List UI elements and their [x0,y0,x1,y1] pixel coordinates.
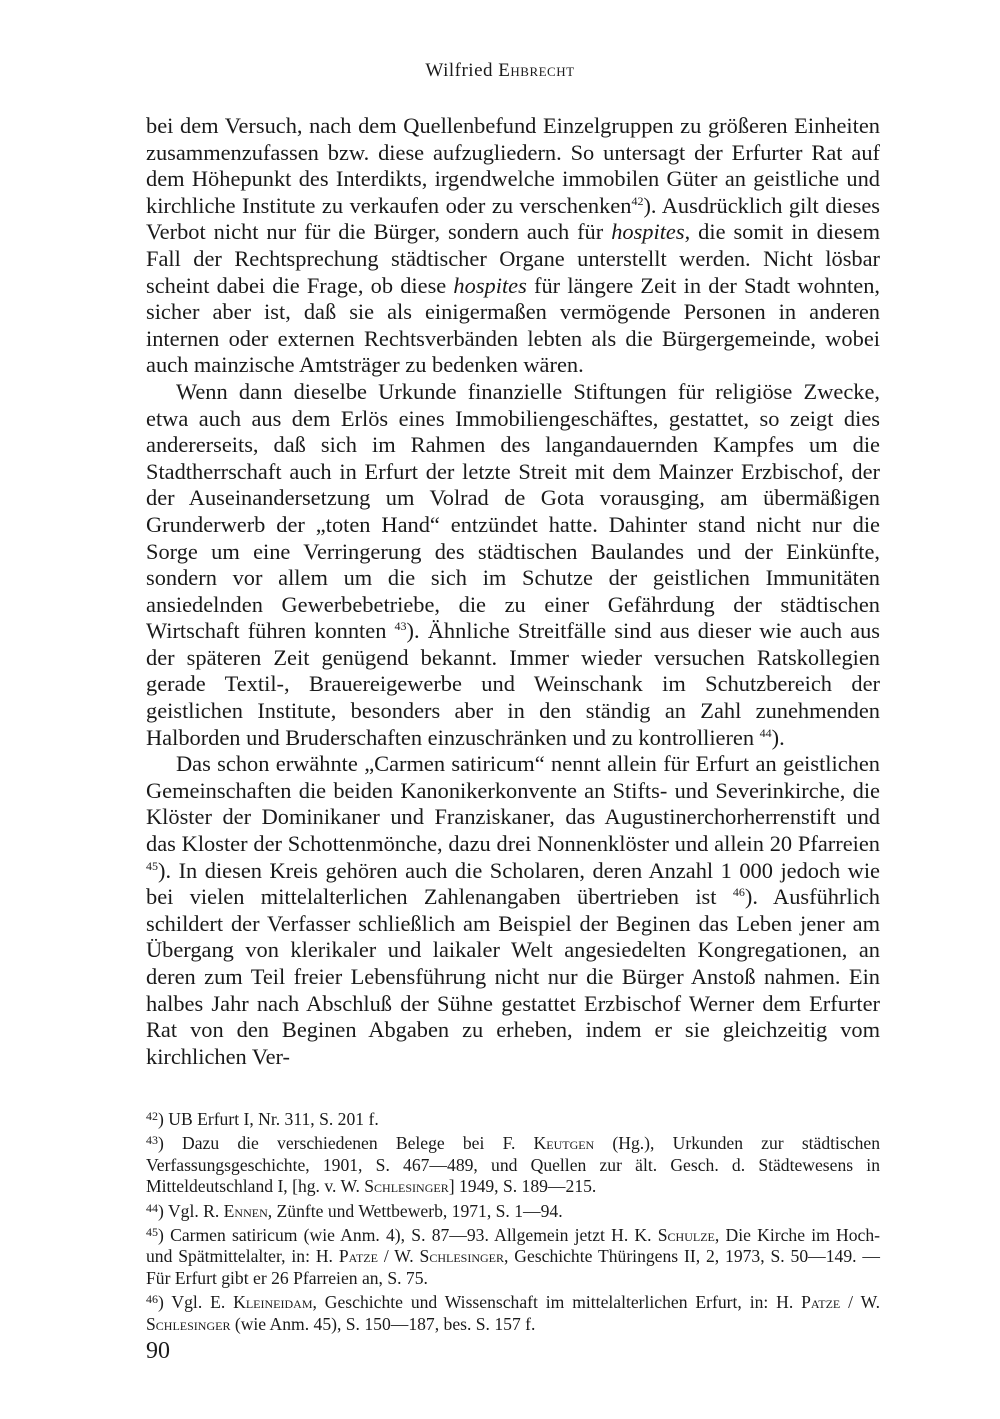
footnote-46-text-a: ) Vgl. E. [158,1292,234,1313]
footnote-42 [146,1106,880,1130]
header-author-last: Ehbrecht [498,60,575,81]
paragraph-1-text-a: bei dem Versuch, nach dem Quellenbefund Einzelgruppen zu größeren Einheiten zusammenzufassen bzw. diese aufzugliedern. So untersagt der Erfurter Rat auf dem Höhepunkt des Interdikts, irgendwelche immobilen Güter an geistliche und kirchliche Institute zu verkaufen oder zu verschenken [146,113,880,218]
paragraph-2-text-b: ). Ähnliche Streitfälle sind aus dieser wie auch aus der späteren Zeit genügend bekannt. Immer wieder versuchen Ratskollegien gerade Textil-, Brauereigewerbe und Weinschank im Schutzbereich der geistlichen Institute, besonders aber in den ständig an Zahl zunehmenden Halborden und Bruderschaften einzuschränken und zu kontrollieren [146,618,880,750]
footnote-45-text-d: , Geschichte Thüringens II, 2, 1973, S. 50—149. — Für Erfurt gibt er 26 Pfarreien an, S. 75. [146,1246,881,1288]
paragraph-2-text-c: ). [771,724,785,750]
footnote-45-author-patze: Patze [338,1246,378,1267]
footnote-ref-45[interactable]: 45 [146,858,158,873]
paragraph-1-italic-hospites-1: hospites [611,219,685,245]
footnote-43-text-b: (Hg.), Urkunden zur städtischen Verfassungsgeschichte, 1901, S. 467—489, und Quellen zur ält. Gesch. d. Städtewesens in Mitteldeutschland I, [hg. v. W. [146,1133,881,1197]
footnote-46-number: 46 [146,1292,158,1307]
footnotes [146,1106,880,1335]
footnote-46-text-b: , Geschichte und Wissenschaft im mittelalterlichen Erfurt, in: H. [312,1292,802,1313]
paragraph-1-text-c: , die somit in diesem Fall der Rechtsprechung städtischer Organe unterstellt werden. Nicht lösbar scheint dabei die Frage, ob diese [146,219,881,298]
footnote-46 [146,1289,880,1335]
paragraph-1-text-d: für längere Zeit in der Stadt wohnten, sicher aber ist, daß sie als einigermaßen vermögende Personen in anderen internen oder externen Rechtsverbänden lebten als die Bürgergemeinde, wobei auch mainzische Amtsträger zu bedenken wären. [146,272,880,378]
footnote-43-text-c: ] 1949, S. 189—215. [448,1176,597,1197]
footnote-42-text: ) UB Erfurt I, Nr. 311, S. 201 f. [158,1109,379,1129]
paragraph-1-text-b: ). Ausdrücklich gilt dieses Verbot nicht nur für die Bürger, sondern auch für [146,192,880,245]
footnote-43-text-a: ) Dazu die verschiedenen Belege bei F. [158,1133,534,1154]
paragraph-1 [146,113,880,379]
footnote-ref-43[interactable]: 43 [394,619,407,634]
footnote-43-number: 43 [146,1133,158,1148]
header-author-first: Wilfried [425,60,494,81]
footnote-44-text-a: ) Vgl. R. [158,1200,224,1221]
running-header [0,60,1000,82]
paragraph-2-text-a: Wenn dann dieselbe Urkunde finanzielle Stiftungen für religiöse Zwecke, etwa auch aus dem Erlös eines Immobiliengeschäftes, gestattet, so zeigt dies andererseits, daß sich im Rahmen des langandauernden Kampfes um die Stadtherrschaft auch in Erfurt der letzte Streit mit dem Mainzer Erzbischof, der der Auseinandersetzung um Volrad de Gota vorausging, am übermäßigen Grunderwerb der „toten Hand“ entzündet hatte. Dahinter stand nicht nur die Sorge um eine Verringerung des städtischen Baulandes und der Einkünfte, sondern vor allem um die sich im Schutze der geistlichen Immunitäten ansiedelnden Gewerbebetriebe, die zu einer Gefährdung der städtischen Wirtschaft führen konnten [146,378,880,644]
footnote-43 [146,1130,880,1197]
footnote-45-text-b: , Die Kirche im Hoch- und Spätmittelalter, in: H. [146,1225,880,1267]
paragraph-3-text-c: ). Ausführlich schildert der Verfasser schließlich am Beispiel der Beginen das Leben jener am Übergang von klerikaler und laikaler Welt angesiedelten Kongregationen, an deren zum Teil freier Lebensführung nicht nur die Bürger Anstoß nahmen. Ein halbes Jahr nach Abschluß der Sühne gestattet Erzbischof Werner dem Erfurter Rat von den Beginen Abgaben zu erheben, indem er sie gleichzeitig vom kirchlichen Ver- [146,884,881,1069]
paragraph-2 [146,379,880,751]
footnote-44 [146,1198,880,1222]
footnote-44-text-b: , Zünfte und Wettbewerb, 1971, S. 1—94. [267,1200,563,1221]
paragraph-3-text-b: ). In diesen Kreis gehören auch die Scholaren, deren Anzahl 1 000 jedoch wie bei vielen mittelalterlichen Zahlenangaben übertrieben ist [146,857,880,910]
footnote-44-number: 44 [146,1200,158,1215]
footnote-42-number: 42 [146,1109,158,1123]
footnote-45-text-c: / W. [377,1246,420,1267]
footnote-43-author-keutgen: Keutgen [533,1133,595,1154]
paragraph-1-italic-hospites-2: hospites [453,272,527,298]
footnote-46-text-d: (wie Anm. 45), S. 150—187, bes. S. 157 f. [230,1313,536,1334]
footnote-45-author-schulze: Schulze [657,1225,715,1246]
footnote-46-author-kleineidam: Kleineidam [233,1292,313,1313]
footnote-45-text-a: ) Carmen satiricum (wie Anm. 4), S. 87—93. Allgemein jetzt H. K. [158,1225,658,1246]
footnote-ref-44[interactable]: 44 [759,725,772,740]
footnote-44-author-ennen: Ennen [223,1200,268,1221]
footnote-45-author-schlesinger: Schlesinger [419,1246,504,1267]
footnote-ref-42[interactable]: 42 [631,193,644,208]
footnote-45-number: 45 [146,1225,158,1240]
paragraph-3-text-a: Das schon erwähnte „Carmen satiricum“ nennt allein für Erfurt an geistlichen Gemeinschaften die beiden Kanonikerkonvente an Stifts- und Severinkirche, die Klöster der Dominikaner und Franziskaner, das Augustinerchorherrenstift und das Kloster der Schottenmönche, dazu drei Nonnenklöster und allein 20 Pfarreien [146,751,880,857]
footnote-ref-46[interactable]: 46 [732,885,745,900]
page-number: 90 [146,1338,170,1364]
footnote-45 [146,1222,880,1289]
footnote-43-author-schlesinger: Schlesinger [364,1176,449,1197]
paragraph-3 [146,751,880,1070]
main-text [146,113,880,1070]
footnote-46-author-patze: Patze [801,1292,841,1313]
footnote-46-text-c: / W. [840,1292,880,1313]
footnote-46-author-schlesinger: Schlesinger [146,1313,231,1334]
